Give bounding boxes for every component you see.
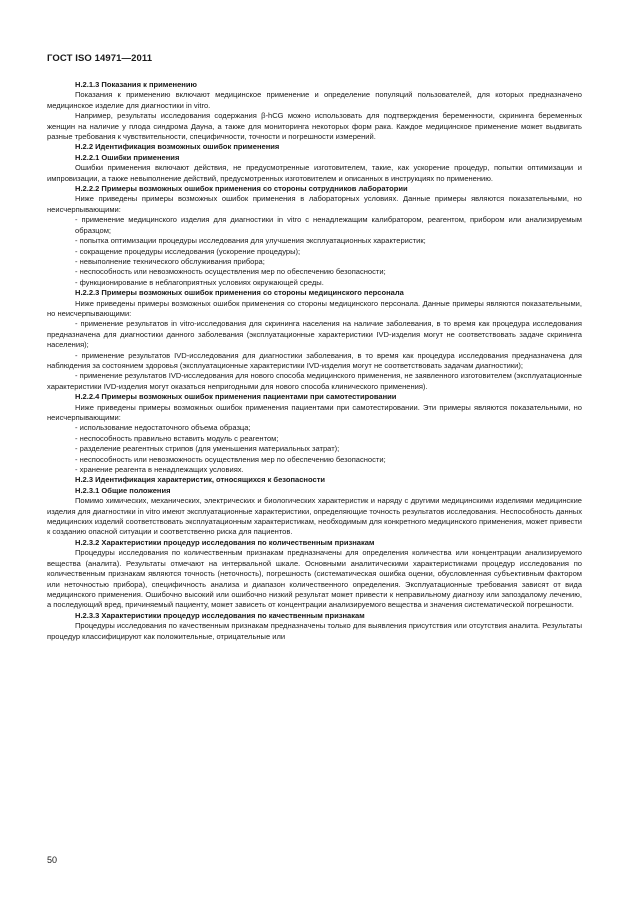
standard-header: ГОСТ ISO 14971—2011 — [47, 53, 153, 64]
section-heading: Н.2.3.2 Характеристики процедур исследования по количественным признакам — [75, 537, 375, 547]
section-heading: Н.2.2.1 Ошибки применения — [75, 152, 180, 162]
list-item: - попытка оптимизации процедуры исследования для улучшения эксплуатационных характеристик; — [75, 236, 426, 246]
paragraph: Помимо химических, механических, электрических и биологических характеристик и наряду с другими медицинскими изделиями медицинские изделия для диагностики in vitro имеют эксплуатационные характеристики, определяющие точность результатов исследования. Неспособность данных медицинских изделий соответствовать эксплуатационным характеристикам, необходимым для конкретного медицинского применения, может привести к созданию опасной ситуации и соответственно риска для пациентов. — [47, 496, 582, 537]
paragraph: - применение результатов IVD-исследования для нового способа медицинского применения, не заявленного изготовителем (эксплуатационные характеристики IVD-изделия могут оказаться непригодными для нового способа клинического применения). — [47, 371, 582, 391]
section-heading: Н.2.2.4 Примеры возможных ошибок применения пациентами при самотестировании — [75, 392, 397, 402]
paragraph: Ниже приведены примеры возможных ошибок применения пациентами при самотестировании. Эти примеры являются показательными, но неисчерпывающими: — [47, 402, 582, 422]
section-heading: Н.2.2.2 Примеры возможных ошибок применения со стороны сотрудников лаборатории — [75, 184, 408, 194]
document-body — [47, 80, 582, 642]
section-heading: Н.2.3.3 Характеристики процедур исследования по качественным признакам — [75, 610, 365, 620]
list-item: - применение медицинского изделия для диагностики in vitro с ненадлежащим калибратором, реагентом, прибором или анализируемым образцом; — [75, 215, 582, 235]
paragraph: - применение результатов IVD-исследования для диагностики заболевания, в то время как процедура исследования предназначена для наблюдения за состоянием здоровья (эксплуатационные характеристики IVD-изделия могут не соответствовать задачам диагностики); — [47, 350, 582, 370]
page-number: 50 — [47, 855, 58, 865]
list-item: - использование недостаточного объема образца; — [75, 423, 251, 433]
list-item: - хранение реагента в ненадлежащих условиях. — [75, 465, 244, 475]
section-heading: Н.2.2.3 Примеры возможных ошибок применения со стороны медицинского персонала — [75, 288, 404, 298]
paragraph: Ниже приведены примеры возможных ошибок применения в лабораторных условиях. Данные примеры являются показательными, но неисчерпывающими: — [47, 194, 582, 214]
section-heading: Н.2.3.1 Общие положения — [75, 485, 171, 495]
paragraph: Например, результаты исследования содержания β-hCG можно использовать для подтверждения беременности, скрининга беременных женщин на наличие у плода синдрома Дауна, а также для мониторинга некоторых форм рака. Каждое медицинское применение может выдвигать разные требования к чувствительности, специфичности, точности и погрешности измерений. — [47, 111, 582, 142]
list-item: - неспособность или невозможность осуществления мер по обеспечению безопасности; — [75, 267, 386, 277]
paragraph: Процедуры исследования по качественным признакам предназначены только для выявления присутствия или отсутствия аналита. Результаты процедур классифицируют как положительные, отрицательные или — [47, 621, 582, 641]
section-heading: Н.2.3 Идентификация характеристик, относящихся к безопасности — [75, 475, 326, 485]
list-item: - неспособность или невозможность осуществления мер по обеспечению безопасности; — [75, 454, 386, 464]
paragraph: Показания к применению включают медицинское применение и определение популяций пользователей, для которых предназначено медицинское изделие для диагностики in vitro. — [47, 90, 582, 110]
list-item: - неспособность правильно вставить модуль с реагентом; — [75, 433, 279, 443]
paragraph: Процедуры исследования по количественным признакам предназначены для определения количества или концентрации анализируемого вещества (аналита). Результаты отмечают на интервальной шкале. Основными аналитическими характеристиками процедур исследования по количественным признакам являются точность (неточность), погрешность (систематическая ошибка оценки, обусловленная субъективным фактором или неточностью прибора), специфичность анализа и диапазон количественного определения. Эксплуатационные требования зависят от вида медицинского применения. Ошибочно высокий или ошибочно низкий результат может привести к неправильному диагнозу или запоздалому лечению, а последующий вред, причиняемый пациенту, может зависеть от концентрации анализируемого вещества и значения систематической погрешности. — [47, 548, 582, 610]
section-heading: Н.2.1.3 Показания к применению — [75, 80, 197, 89]
section-heading: Н.2.2 Идентификация возможных ошибок применения — [75, 142, 280, 152]
list-item: - невыполнение технического обслуживания прибора; — [75, 256, 265, 266]
paragraph: - применение результатов in vitro-исследования для скрининга населения на наличие заболевания, в то время как процедура исследования предназначена для диагностики данного заболевания (эксплуатационные характеристики IVD-изделия могут не соответствовать задаче скрининга населения); — [47, 319, 582, 350]
list-item: - сокращение процедуры исследования (ускорение процедуры); — [75, 246, 301, 256]
paragraph: Ниже приведены примеры возможных ошибок применения со стороны медицинского персонала. Данные примеры являются показательными, но неисчерпывающими: — [47, 298, 582, 318]
list-item: - разделение реагентных стрипов (для уменьшения материальных затрат); — [75, 444, 340, 454]
list-item: - функционирование в неблагоприятных условиях окружающей среды. — [75, 277, 324, 287]
paragraph: Ошибки применения включают действия, не предусмотренные изготовителем, такие, как ускорение процедур, попытки оптимизации и импровизации, а также невыполнение действий, предусмотренных изготовителем и описанных в инструкциях по применению. — [47, 163, 582, 183]
